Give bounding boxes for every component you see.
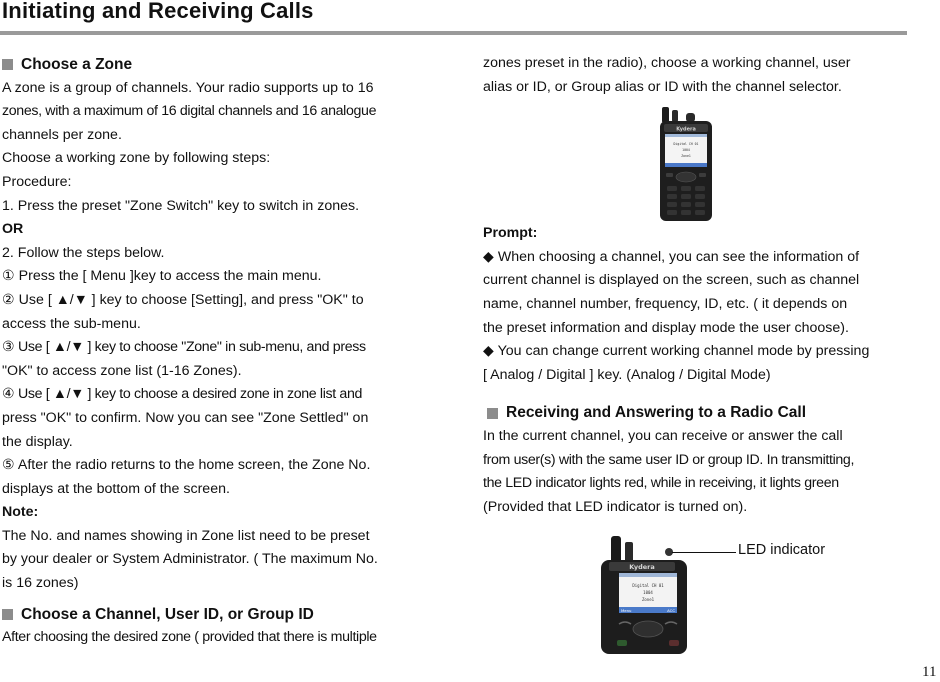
radio-brand: Kydera	[629, 563, 655, 571]
zone-line: ③ Use [ ▲/▼ ] key to choose "Zone" in sub-menu, and press	[2, 339, 366, 356]
radio-illustration-led	[597, 536, 689, 654]
zone-line: OR	[2, 221, 24, 238]
left-column	[2, 53, 442, 650]
note-label: Note:	[2, 504, 39, 521]
radio-brand: Kydera	[676, 126, 696, 133]
screen-channel: Digital CH 01	[673, 142, 699, 146]
zone-line: channels per zone.	[2, 126, 122, 143]
page-number: 11	[922, 664, 937, 680]
zone-line: ④ Use [ ▲/▼ ] key to choose a desired zone in zone list and	[2, 386, 363, 403]
zone-line: Choose a working zone by following steps:	[2, 150, 271, 167]
screen-menu-softkey: Menu	[621, 607, 632, 613]
receive-line: In the current channel, you can receive or answer the call	[483, 427, 843, 444]
screen-channel: Digital CH 01	[632, 583, 664, 588]
zone-line: displays at the bottom of the screen.	[2, 480, 230, 497]
square-bullet-icon	[487, 408, 498, 419]
zone-line: zones, with a maximum of 16 digital channels and 16 analogue	[2, 103, 377, 120]
zone-line: press "OK" to confirm. Now you can see "Zone Settled" on	[2, 409, 369, 426]
zone-line: ② Use [ ▲/▼ ] key to choose [Setting], and press "OK" to	[2, 291, 364, 308]
receive-line: the LED indicator lights red, while in receiving, it lights green	[483, 475, 839, 492]
page-title: Initiating and Receiving Calls	[2, 0, 314, 23]
zone-line: 1. Press the preset "Zone Switch" key to switch in zones.	[2, 197, 360, 214]
prompt-line: the preset information and display mode the user choose).	[483, 319, 849, 336]
zone-heading: Choose a Zone	[2, 53, 442, 77]
zone-line: access the sub-menu.	[2, 315, 141, 332]
radio-illustration	[656, 107, 716, 223]
led-pointer-line	[672, 552, 736, 553]
receive-line: (Provided that LED indicator is turned on).	[483, 498, 748, 515]
channel-line: After choosing the desired zone ( provided that there is multiple	[2, 629, 377, 646]
zone-line: ⑤ After the radio returns to the home screen, the Zone No.	[2, 457, 371, 474]
zone-line: the display.	[2, 433, 73, 450]
intro-line: zones preset in the radio), choose a working channel, user	[483, 55, 851, 71]
prompt-heading: Prompt:	[483, 225, 538, 242]
zone-line: by your dealer or System Administrator. ( The maximum No.	[2, 551, 378, 568]
prompt-line: ◆ You can change current working channel mode by pressing	[483, 343, 870, 360]
receive-line: from user(s) with the same user ID or group ID. In transmitting,	[483, 451, 855, 468]
square-bullet-icon	[2, 59, 13, 70]
title-divider	[0, 31, 907, 35]
screen-zone: Zone1	[681, 154, 691, 158]
prompt-line: name, channel number, frequency, ID, etc. ( it depends on	[483, 295, 848, 312]
square-bullet-icon	[2, 609, 13, 620]
screen-acc-softkey: ACC	[667, 607, 675, 613]
channel-heading: Choose a Channel, User ID, or Group ID	[2, 603, 442, 627]
zone-line: "OK" to access zone list (1-16 Zones).	[2, 362, 242, 379]
receive-heading: Receiving and Answering to a Radio Call	[487, 401, 913, 425]
zone-line: 2. Follow the steps below.	[2, 244, 165, 261]
intro-line: alias or ID, or Group alias or ID with the channel selector.	[483, 78, 842, 95]
zone-line: ① Press the [ Menu ]key to access the main menu.	[2, 268, 322, 285]
screen-zone: Zone1	[641, 597, 655, 602]
zone-line: The No. and names showing in Zone list need to be preset	[2, 527, 370, 544]
zone-line: is 16 zones)	[2, 575, 79, 592]
zone-line: A zone is a group of channels. Your radio supports up to 16	[2, 79, 374, 96]
prompt-line: ◆ When choosing a channel, you can see the information of	[483, 248, 860, 265]
prompt-line: [ Analog / Digital ] key. (Analog / Digital Mode)	[483, 366, 771, 383]
screen-id: 1004	[682, 148, 690, 152]
prompt-line: current channel is displayed on the screen, such as channel	[483, 272, 860, 289]
zone-line: Procedure:	[2, 173, 72, 190]
screen-id: 1004	[643, 590, 653, 595]
led-indicator-label: LED indicator	[738, 542, 826, 558]
